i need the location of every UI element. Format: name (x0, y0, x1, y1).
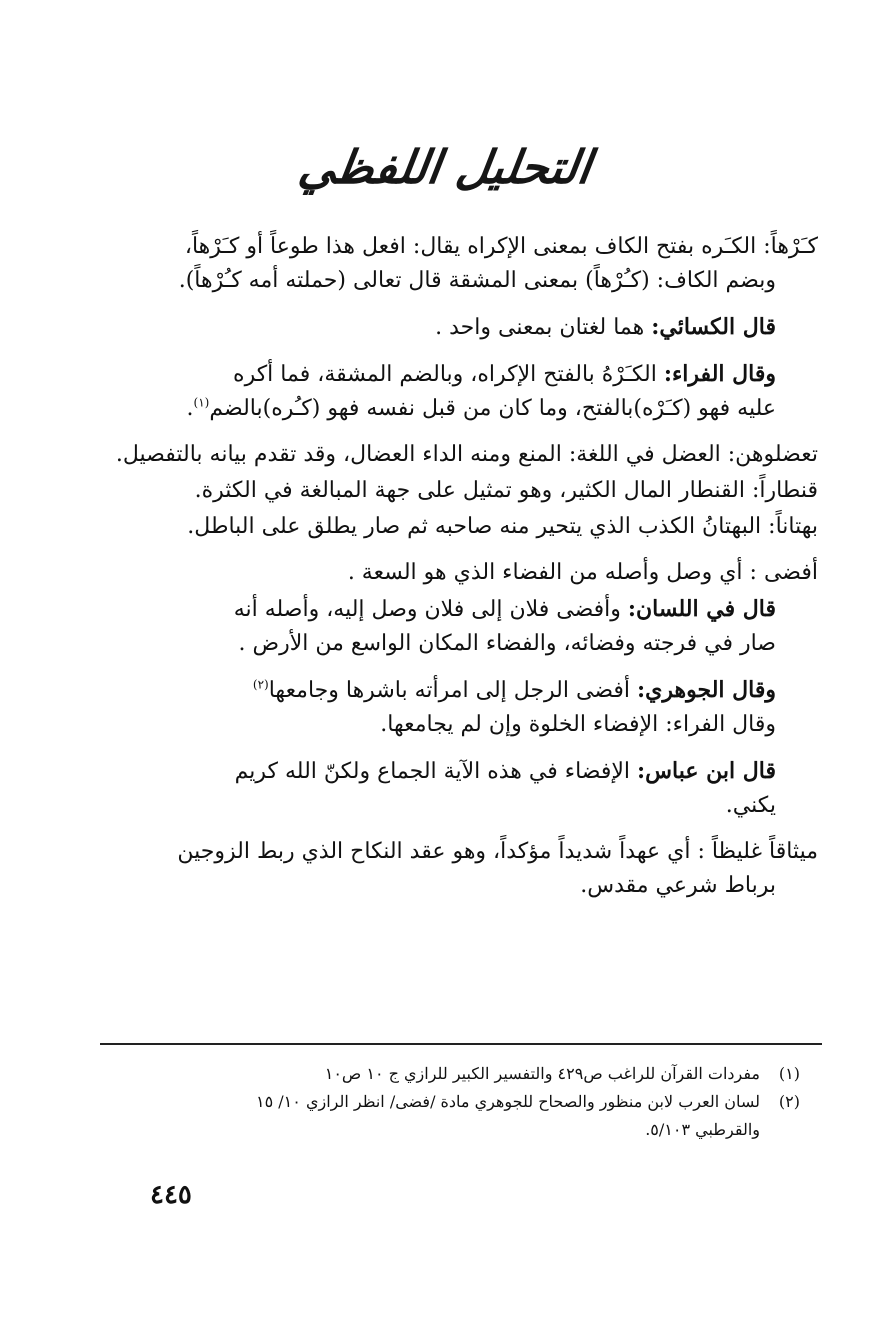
entry-text: صار في فرجته وفضائه، والفضاء المكان الواسع من الأرض . (238, 631, 776, 656)
entry-line (78, 673, 818, 708)
entry-mithaqan (78, 835, 818, 903)
entry-term: أفضى : (749, 560, 818, 585)
entry-term: قال في اللسان: (627, 596, 776, 622)
entry-line (78, 310, 818, 345)
entry-term: وقال الفراء: (663, 361, 776, 387)
footnote-line (120, 1060, 800, 1088)
footnote-2 (120, 1088, 800, 1144)
entry-lisan (78, 592, 818, 661)
entry-line: عليه فهو (كـَرْه)بالفتح، وما كان من قبل نفسه فهو (كـُره)بالضم$^{(١)}$. (186, 395, 776, 421)
entry-taduluhunna (78, 438, 818, 472)
entry-term: كـَرْهاً: (763, 234, 818, 259)
entry-term: قال الكسائي: (651, 314, 776, 340)
entry-text: برباط شرعي مقدس. (580, 873, 776, 898)
entry-text: أي وصل وأصله من الفضاء الذي هو السعة . (347, 560, 743, 585)
footnote-number: (٢) (778, 1092, 800, 1111)
entry-term: وقال الجوهري: (637, 677, 776, 703)
entry-term: بهتاناً: (768, 514, 818, 539)
page-number: ٤٤٥ (150, 1180, 192, 1210)
entry-ibn-abbas (78, 754, 818, 823)
entry-text: الكـَرْهُ بالفتح الإكراه، وبالضم المشقة، فما أكره (233, 362, 657, 387)
entry-line (78, 510, 818, 544)
entry-text: البهتانُ الكذب الذي يتحير منه صاحبه ثم صار يطلق على الباطل. (187, 514, 762, 539)
entry-text: الكـَره بفتح الكاف بمعنى الإكراه يقال: افعل هذا طوعاً أو كـَرْهاً، (184, 234, 757, 259)
footnote-line (120, 1088, 800, 1116)
entry-line (78, 869, 818, 903)
footnote-text: مفردات القرآن للراغب ص٤٢٩ والتفسير الكبير للرازي ج ١٠ ص١٠ (324, 1064, 760, 1083)
entry-line (78, 708, 818, 742)
entry-line (78, 592, 818, 627)
entry-line (78, 230, 818, 264)
entry-term: قنطاراً: (751, 478, 818, 503)
entry-text: أفضى الرجل إلى امرأته باشرها وجامعها (268, 678, 631, 703)
footnote-text: لسان العرب لابن منظور والصحاح للجوهري مادة /فضى/ انظر الرازي ١٠/ ١٥ (256, 1092, 760, 1111)
entry-text: القنطار المال الكثير، وهو تمثيل على جهة المبالغة في الكثرة. (194, 478, 745, 503)
entry-jawhari (78, 673, 818, 742)
entry-text: أي عهداً شديداً مؤكداً، وهو عقد النكاح الذي ربط الزوجين (177, 839, 691, 864)
footnote-ref: (٢) (252, 677, 269, 692)
footnote-text: والقرطبي ٥/١٠٣. (645, 1120, 760, 1139)
entry-kisai (78, 310, 818, 345)
entry-text: يكني. (725, 793, 776, 818)
entry-karhan (78, 230, 818, 298)
entry-text: وأفضى فلان إلى فلان وصل إليه، وأصله أنه (233, 597, 621, 622)
page-title (0, 140, 890, 194)
entry-line (78, 835, 818, 869)
footnote-ref: (١) (193, 395, 210, 410)
entry-term: ميثاقاً غليظاً : (697, 839, 818, 864)
footnote-number: (١) (778, 1064, 800, 1083)
entry-buhtanan (78, 510, 818, 544)
entry-text: وبضم الكاف: (كـُرْهاً) بمعنى المشقة قال تعالى (حملته أمه كـُرْهاً). (178, 268, 776, 293)
entry-qintaran (78, 474, 818, 508)
entry-line (78, 789, 818, 823)
footnotes (120, 1060, 800, 1144)
entry-line (78, 357, 818, 392)
entry-text: هما لغتان بمعنى واحد . (435, 315, 645, 340)
entry-line (78, 264, 818, 298)
entry-afda (78, 556, 818, 590)
entry-line (78, 438, 818, 472)
entry-term: قال ابن عباس: (637, 758, 776, 784)
footnote-separator (100, 1043, 822, 1045)
entry-text: وقال الفراء: الإفضاء الخلوة وإن لم يجامعها. (380, 712, 776, 737)
entry-line (78, 474, 818, 508)
entry-line (78, 556, 818, 590)
entry-text: العضل في اللغة: المنع ومنه الداء العضال، وقد تقدم بيانه بالتفصيل. (115, 442, 721, 467)
body-text (78, 230, 818, 915)
footnote-1 (120, 1060, 800, 1088)
entry-line (78, 627, 818, 661)
page-title-text: التحليل اللفظي (295, 140, 595, 194)
entry-text: عليه فهو (كـَرْه)بالفتح، وما كان من قبل نفسه فهو (كـُره)بالضم (209, 396, 776, 421)
entry-line (78, 754, 818, 789)
entry-text: الإفضاء في هذه الآية الجماع ولكنّ الله كريم (234, 759, 631, 784)
entry-farra (78, 357, 818, 426)
entry-term: تعضلوهن: (727, 442, 818, 467)
